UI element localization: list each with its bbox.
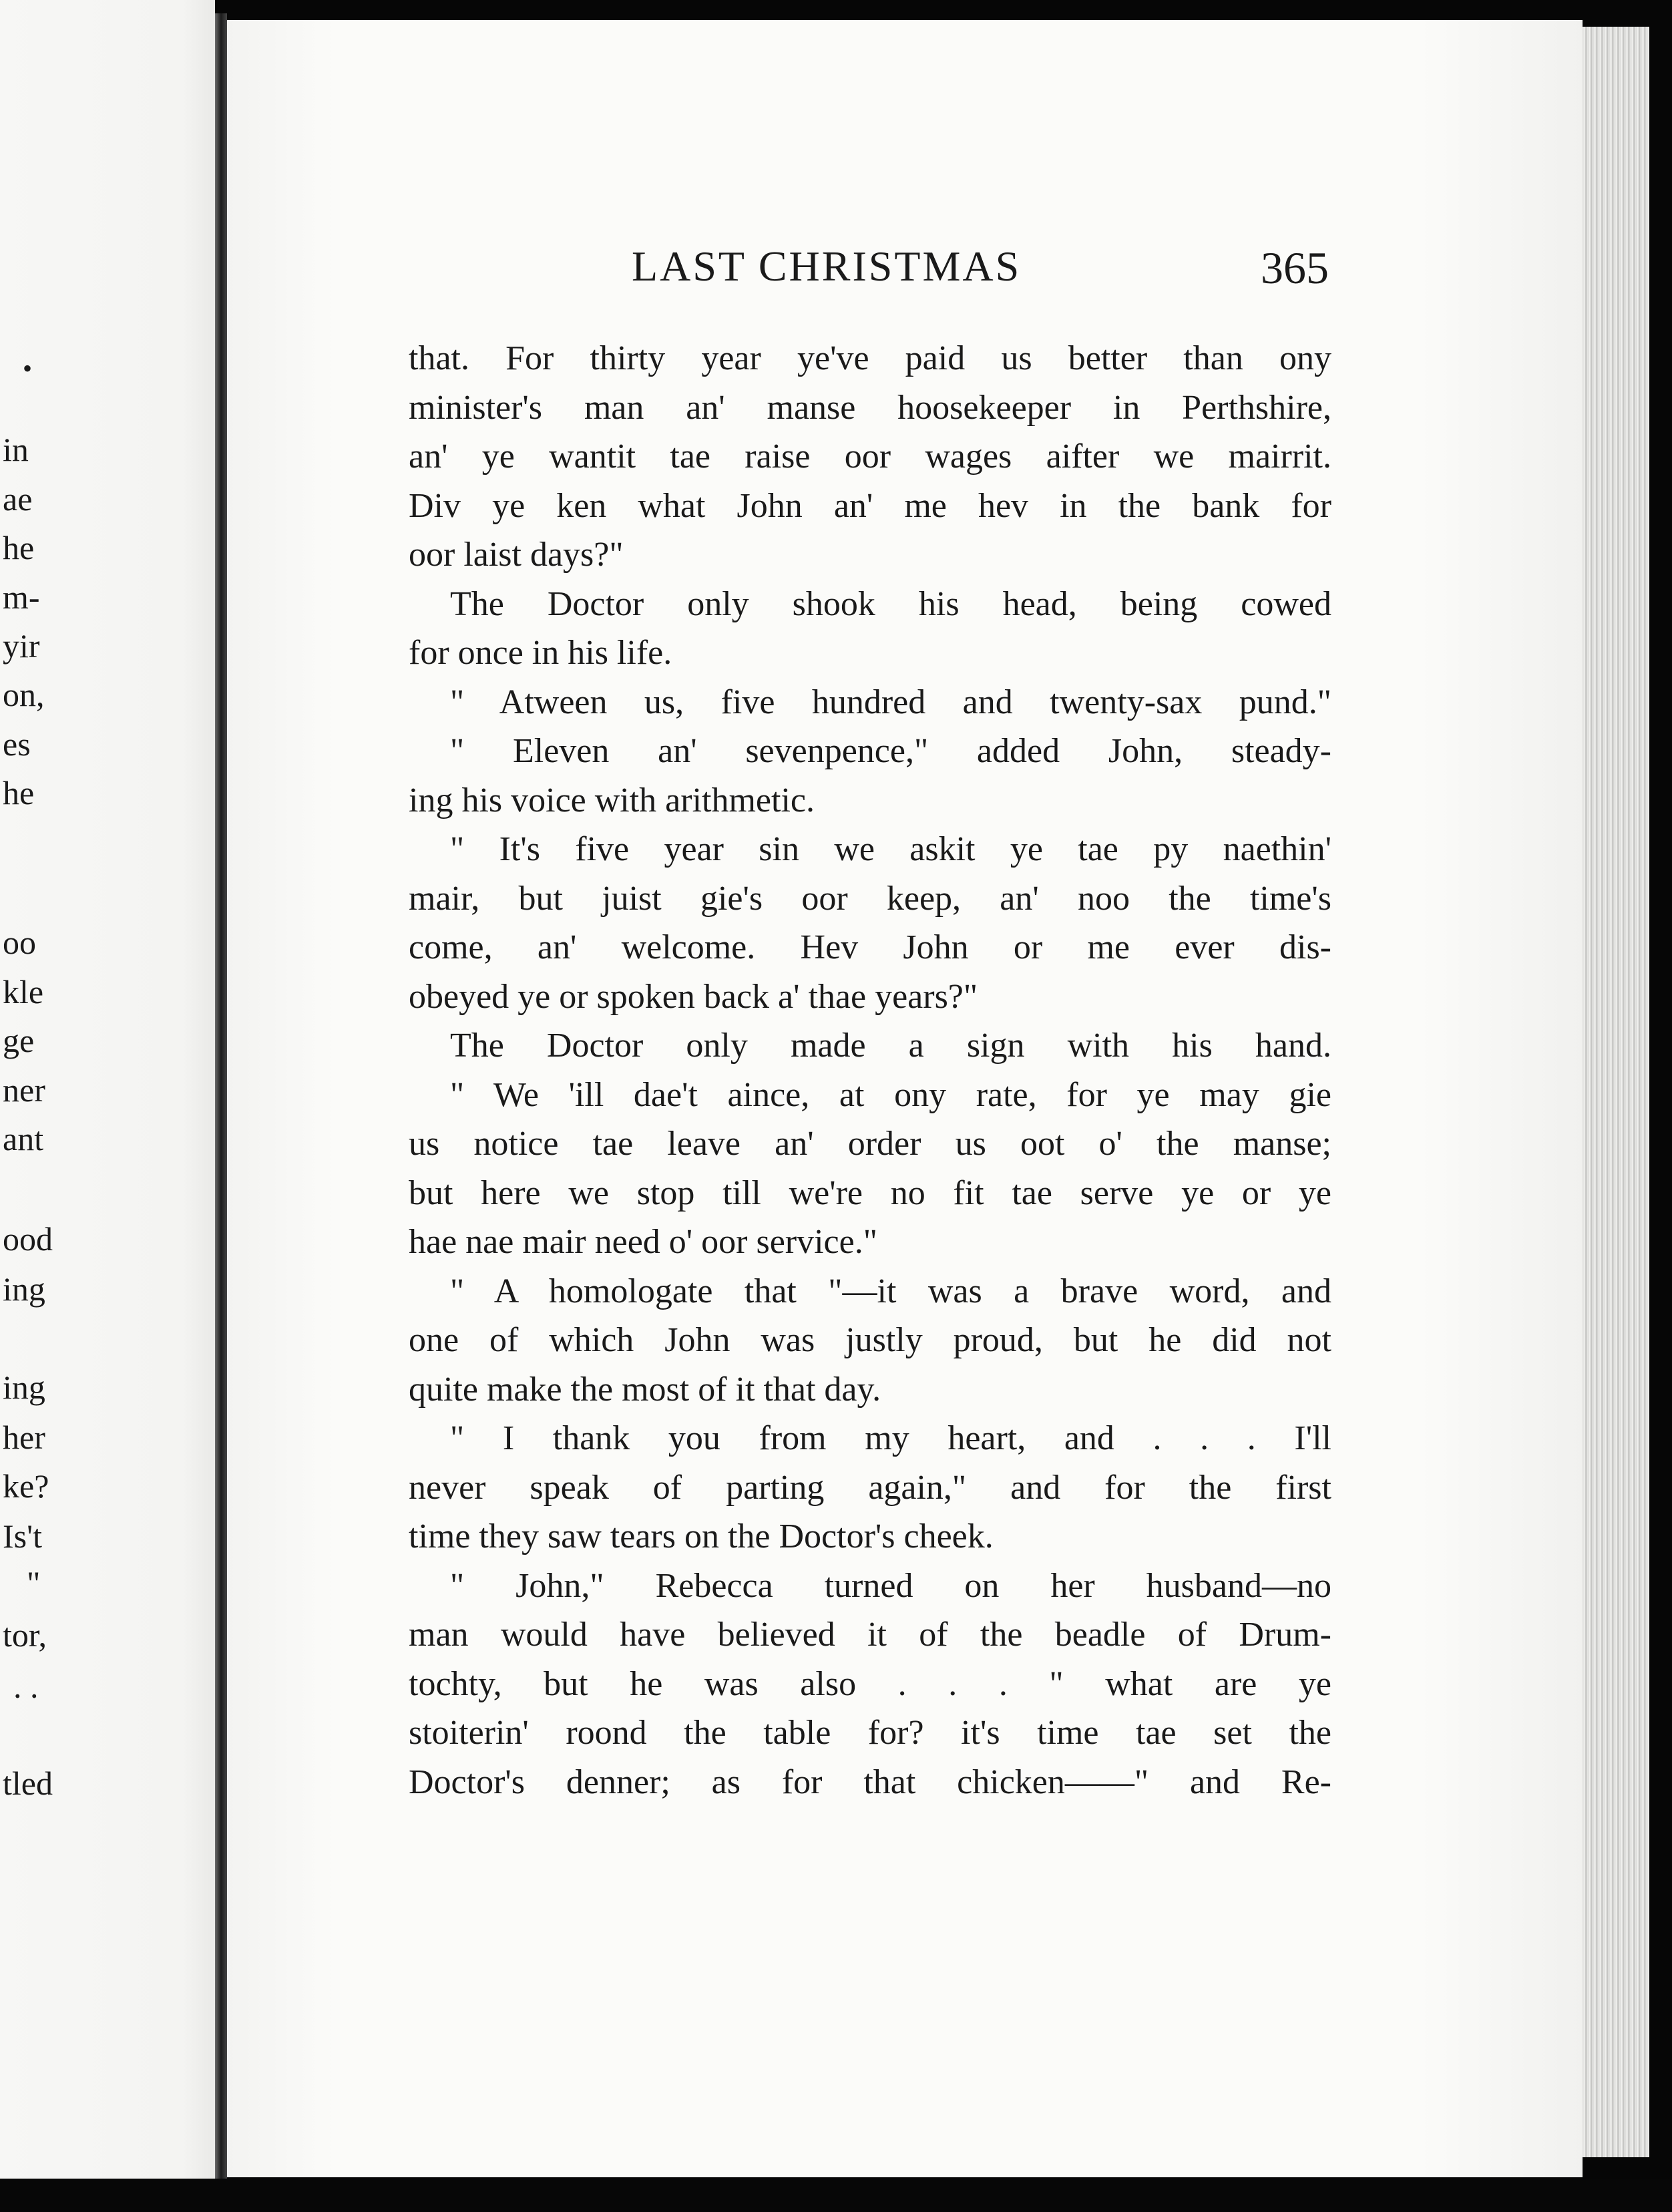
left-page-fragment: tled (3, 1765, 53, 1802)
left-page-fragment: tor, (3, 1616, 47, 1654)
running-title: LAST CHRISTMAS (632, 242, 1022, 290)
left-page-fragment: ing (3, 1270, 45, 1308)
page-number: 365 (1261, 242, 1329, 293)
text-line: " John," Rebecca turned on her husband—no (450, 1566, 1331, 1605)
text-line: " I thank you from my heart, and . . . I'll (450, 1419, 1331, 1457)
left-page-fragment: ae (3, 480, 33, 518)
text-line: man would have believed it of the beadle of Drum- (409, 1616, 1331, 1654)
left-page-fragment: on, (3, 676, 45, 713)
body-text (409, 334, 1331, 1807)
left-page-fragment: ood (3, 1220, 53, 1258)
left-page-fragment: Is't (3, 1517, 43, 1555)
text-line: us notice tae leave an' order us oot o' the manse; (409, 1125, 1331, 1163)
left-page-fragment: he (3, 529, 35, 566)
left-page-fragment: kle (3, 973, 44, 1010)
left-page-fragment: es (3, 725, 31, 763)
left-page (0, 0, 215, 2184)
page-edges (1583, 27, 1649, 2157)
text-line: obeyed ye or spoken back a' thae years?" (409, 977, 978, 1016)
left-page-fragment: • (23, 353, 33, 383)
text-line: an' ye wantit tae raise oor wages aifter we mairrit. (409, 437, 1331, 476)
text-line: one of which John was justly proud, but he did not (409, 1321, 1331, 1359)
left-page-fragment: he (3, 774, 35, 811)
text-line: " A homologate that "—it was a brave word, and (450, 1272, 1331, 1310)
text-line: " It's five year sin we askit ye tae py naethin' (450, 830, 1331, 868)
left-page-fragment: ing (3, 1368, 45, 1406)
text-line: stoiterin' roond the table for? it's time tae set the (409, 1714, 1331, 1752)
left-page-fragment: yir (3, 627, 40, 665)
text-line: Doctor's denner; as for that chicken——" and Re- (409, 1763, 1331, 1801)
text-line: The Doctor only made a sign with his hand. (450, 1027, 1331, 1065)
text-line: mair, but juist gie's oor keep, an' noo the time's (409, 879, 1331, 918)
text-line: " Eleven an' sevenpence," added John, steady- (450, 732, 1331, 770)
text-line: hae nae mair need o' oor service." (409, 1223, 877, 1261)
text-line: quite make the most of it that day. (409, 1370, 881, 1409)
text-line: never speak of parting again," and for the first (409, 1468, 1331, 1507)
text-line: minister's man an' manse hoosekeeper in Perthshire, (409, 388, 1331, 427)
scan-border (0, 2179, 1672, 2212)
text-line: tochty, but he was also . . . " what are ye (409, 1664, 1331, 1703)
text-line: ing his voice with arithmetic. (409, 781, 815, 819)
left-page-fragment: ge (3, 1022, 35, 1059)
text-line: but here we stop till we're no fit tae serve ye or ye (409, 1173, 1331, 1212)
text-line: oor laist days?" (409, 536, 624, 574)
left-page-fragment: oo (3, 924, 36, 961)
left-page-fragment: her (3, 1419, 45, 1456)
text-line: The Doctor only shook his head, being cowed (450, 584, 1331, 623)
text-line: " We 'ill dae't aince, at ony rate, for ye may gie (450, 1075, 1331, 1114)
text-line: time they saw tears on the Doctor's cheek. (409, 1517, 994, 1555)
text-line: that. For thirty year ye've paid us better than ony (409, 339, 1331, 377)
left-page-fragment: ant (3, 1120, 44, 1157)
book-gutter (215, 13, 227, 2184)
text-line: " Atween us, five hundred and twenty-sax pund." (450, 683, 1331, 721)
left-page-fragment: ke? (3, 1467, 49, 1505)
text-line: Div ye ken what John an' me hev in the bank for (409, 486, 1331, 525)
left-page-fragment: in (3, 431, 29, 468)
left-page-fragment: m- (3, 578, 40, 616)
left-page-fragment: " (27, 1564, 41, 1602)
text-line: for once in his life. (409, 634, 672, 672)
left-page-fragment: ner (3, 1071, 45, 1109)
text-line: come, an' welcome. Hev John or me ever dis- (409, 928, 1331, 966)
left-page-fragment: . . (13, 1668, 39, 1705)
